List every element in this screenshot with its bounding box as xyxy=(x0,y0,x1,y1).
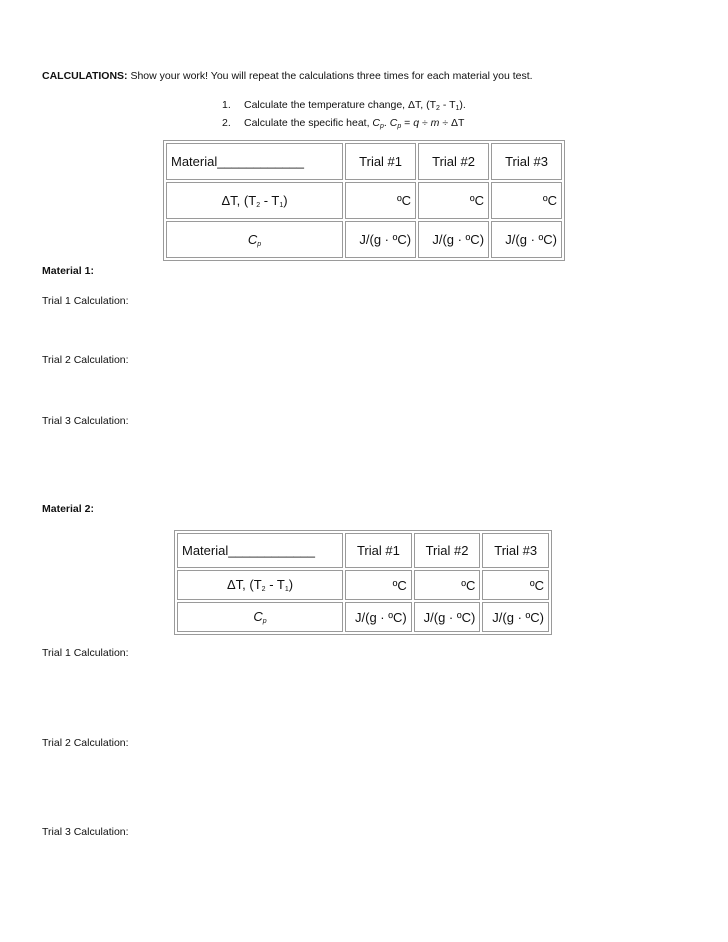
table-row xyxy=(177,533,549,568)
material-2-trial-1-label: Trial 1 Calculation: xyxy=(42,647,129,659)
cp-trial-3[interactable]: J/(g · ºC) xyxy=(491,221,562,258)
trial-2-header: Trial #2 xyxy=(418,143,489,180)
material-name-cell[interactable]: Material____________ xyxy=(166,143,343,180)
material-2-title: Material 2: xyxy=(42,503,94,515)
steps-list xyxy=(222,98,466,134)
material-1-trial-1-label: Trial 1 Calculation: xyxy=(42,295,129,307)
table-row xyxy=(177,570,549,600)
cp-label: $C_p$ xyxy=(177,602,343,632)
material-2-trial-2-label: Trial 2 Calculation: xyxy=(42,737,129,749)
trial-3-header: Trial #3 xyxy=(491,143,562,180)
cp-trial-3[interactable]: J/(g · ºC) xyxy=(482,602,549,632)
cp-label: $C_p$ xyxy=(166,221,343,258)
step-2 xyxy=(222,116,466,134)
delta-t-trial-1[interactable]: ºC xyxy=(345,570,412,600)
step-number: 1. xyxy=(222,99,231,111)
delta-t-trial-2[interactable]: ºC xyxy=(414,570,481,600)
material-name-cell[interactable]: Material____________ xyxy=(177,533,343,568)
data-table-2 xyxy=(174,530,552,635)
step-text: Calculate the specific heat, $C_p$. $C_p = q \div m \div \Delta T$ xyxy=(244,117,465,130)
cp-trial-2[interactable]: J/(g · ºC) xyxy=(414,602,481,632)
delta-t-trial-1[interactable]: ºC xyxy=(345,182,416,219)
cp-trial-2[interactable]: J/(g · ºC) xyxy=(418,221,489,258)
table-row xyxy=(166,143,562,180)
delta-t-label: ΔT, $(T_2 - T_1)$ xyxy=(177,570,343,600)
table-row xyxy=(166,182,562,219)
cp-trial-1[interactable]: J/(g · ºC) xyxy=(345,221,416,258)
cp-trial-1[interactable]: J/(g · ºC) xyxy=(345,602,412,632)
material-1-title: Material 1: xyxy=(42,265,94,277)
data-table-1 xyxy=(163,140,565,261)
delta-t-trial-3[interactable]: ºC xyxy=(482,570,549,600)
trial-1-header: Trial #1 xyxy=(345,143,416,180)
delta-t-label: ΔT, $(T_2 - T_1)$ xyxy=(166,182,343,219)
calculations-instructions xyxy=(42,70,533,82)
material-1-trial-2-label: Trial 2 Calculation: xyxy=(42,354,129,366)
calculations-text: Show your work! You will repeat the calculations three times for each material you test. xyxy=(130,70,533,82)
step-number: 2. xyxy=(222,117,231,129)
delta-t-trial-2[interactable]: ºC xyxy=(418,182,489,219)
table-row xyxy=(166,221,562,258)
material-2-trial-3-label: Trial 3 Calculation: xyxy=(42,826,129,838)
step-1 xyxy=(222,98,466,116)
trial-2-header: Trial #2 xyxy=(414,533,481,568)
step-text: Calculate the temperature change, ΔT, $(T_2 - T_1)$. xyxy=(244,99,466,112)
calculations-heading: CALCULATIONS: xyxy=(42,70,128,82)
material-1-trial-3-label: Trial 3 Calculation: xyxy=(42,415,129,427)
trial-1-header: Trial #1 xyxy=(345,533,412,568)
delta-t-trial-3[interactable]: ºC xyxy=(491,182,562,219)
trial-3-header: Trial #3 xyxy=(482,533,549,568)
table-row xyxy=(177,602,549,632)
